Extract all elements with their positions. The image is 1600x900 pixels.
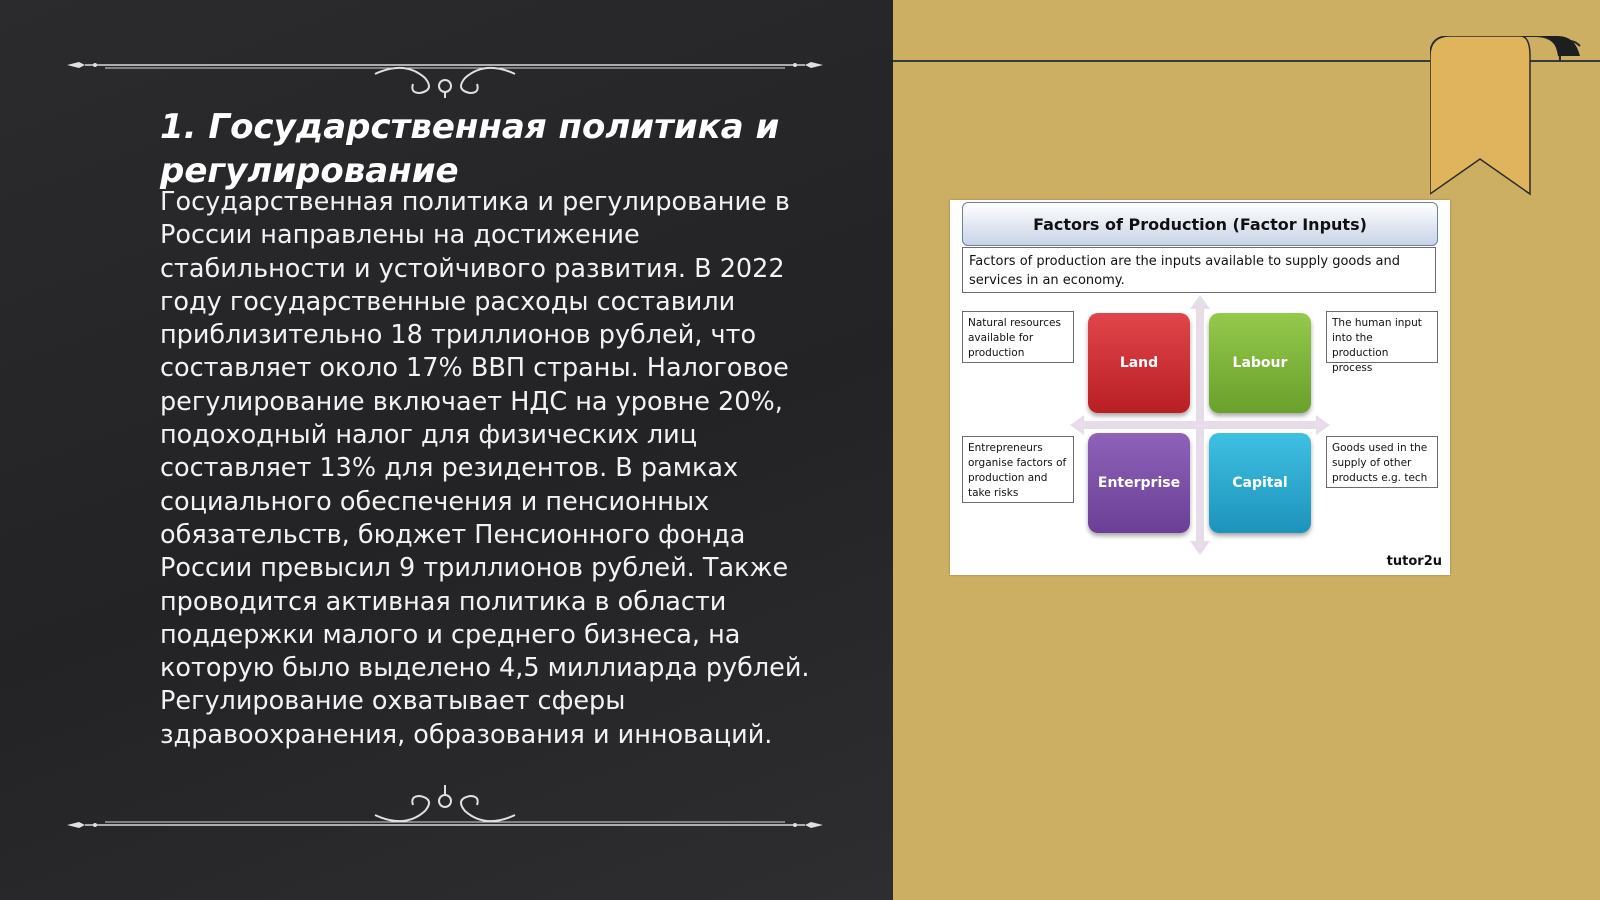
top-flourish-divider	[65, 38, 825, 98]
labour-note: The human input into the production process	[1326, 311, 1438, 363]
diagram-title: Factors of Production (Factor Inputs)	[962, 202, 1438, 246]
enterprise-note: Entrepreneurs organise factors of production and take risks	[962, 436, 1074, 503]
labour-tile: Labour	[1209, 313, 1311, 413]
bottom-flourish-divider	[65, 775, 825, 835]
slide-heading: 1. Государственная политика и регулирование	[160, 107, 780, 191]
tutor2u-logo: tutor2u	[1386, 554, 1442, 569]
capital-tile: Capital	[1209, 433, 1311, 533]
factors-of-production-diagram	[950, 200, 1450, 575]
land-note: Natural resources available for production	[962, 311, 1074, 363]
slide-body-text: Государственная политика и регулирование в России направлены на достижение стабильности и устойчивого развития. В 2022 году государственные расходы составили приблизительно 18 триллионов рублей, что составляет около 17% ВВП страны. Налоговое регулирование включает НДС на уровне 20%, подоходный налог для физических лиц составляет 13% для резидентов. В рамках социального обеспечения и пенсионных обязательств, бюджет Пенсионного фонда России превысил 9 триллионов рублей. Также проводится активная политика в области поддержки малого и среднего бизнеса, на которую было выделено 4,5 миллиарда рублей. Регулирование охватывает сферы здравоохранения, образования и инноваций.	[160, 187, 810, 750]
capital-note: Goods used in the supply of other products e.g. tech	[1326, 436, 1438, 488]
enterprise-tile: Enterprise	[1088, 433, 1190, 533]
diagram-definition: Factors of production are the inputs available to supply goods and services in an economy.	[962, 247, 1436, 293]
bookmark-ribbon-icon	[1430, 36, 1590, 201]
land-tile: Land	[1088, 313, 1190, 413]
